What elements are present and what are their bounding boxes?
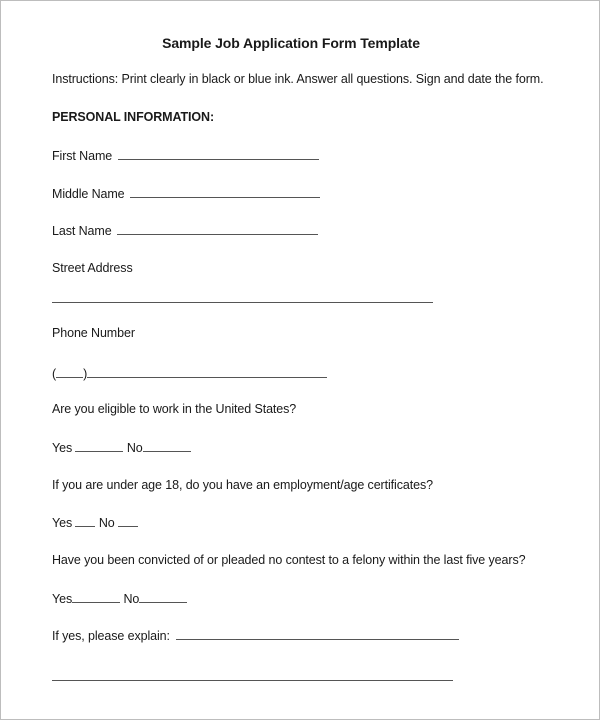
question-under-18: If you are under age 18, do you have an employment/age certificates?	[52, 478, 433, 492]
phone-row	[52, 365, 327, 382]
last-name-field[interactable]	[117, 222, 318, 235]
last-name-label: Last Name	[52, 224, 112, 238]
page-title: Sample Job Application Form Template	[162, 35, 420, 51]
middle-name-row	[52, 185, 320, 202]
explain-field[interactable]	[176, 627, 459, 640]
street-address-label: Street Address	[52, 261, 133, 275]
first-name-label: First Name	[52, 149, 113, 163]
phone-number-label: Phone Number	[52, 326, 135, 340]
instructions: Instructions: Print clearly in black or blue ink. Answer all questions. Sign and date the form.	[52, 72, 544, 86]
area-code-field[interactable]	[56, 365, 83, 378]
first-name-row	[52, 147, 319, 164]
no-label: No	[126, 441, 143, 455]
last-name-row	[52, 222, 318, 239]
explain-row	[52, 627, 459, 644]
no-field[interactable]	[139, 590, 187, 603]
no-field[interactable]	[118, 514, 138, 527]
answer-eligible-row	[52, 439, 191, 456]
first-name-field[interactable]	[118, 147, 319, 160]
answer-under-18-row	[52, 514, 138, 531]
phone-paren-close: )	[83, 367, 88, 381]
no-field[interactable]	[143, 439, 191, 452]
explain-label: If yes, please explain:	[52, 629, 170, 643]
no-label: No	[98, 516, 115, 530]
yes-label: Yes	[52, 592, 73, 606]
phone-paren-open: (	[52, 367, 57, 381]
middle-name-field[interactable]	[130, 185, 320, 198]
phone-number-field[interactable]	[87, 365, 327, 378]
question-eligible: Are you eligible to work in the United States?	[52, 402, 297, 416]
yes-label: Yes	[52, 441, 73, 455]
yes-label: Yes	[52, 516, 73, 530]
yes-field[interactable]	[75, 514, 95, 527]
question-felony: Have you been convicted of or pleaded no contest to a felony within the last five years?	[52, 553, 526, 567]
section-heading: PERSONAL INFORMATION:	[52, 110, 215, 124]
answer-felony-row	[52, 590, 187, 607]
explain-field-line-2[interactable]	[52, 680, 453, 681]
street-address-field[interactable]	[52, 302, 433, 303]
yes-field[interactable]	[75, 439, 123, 452]
yes-field[interactable]	[72, 590, 120, 603]
no-label: No	[123, 592, 140, 606]
middle-name-label: Middle Name	[52, 187, 125, 201]
